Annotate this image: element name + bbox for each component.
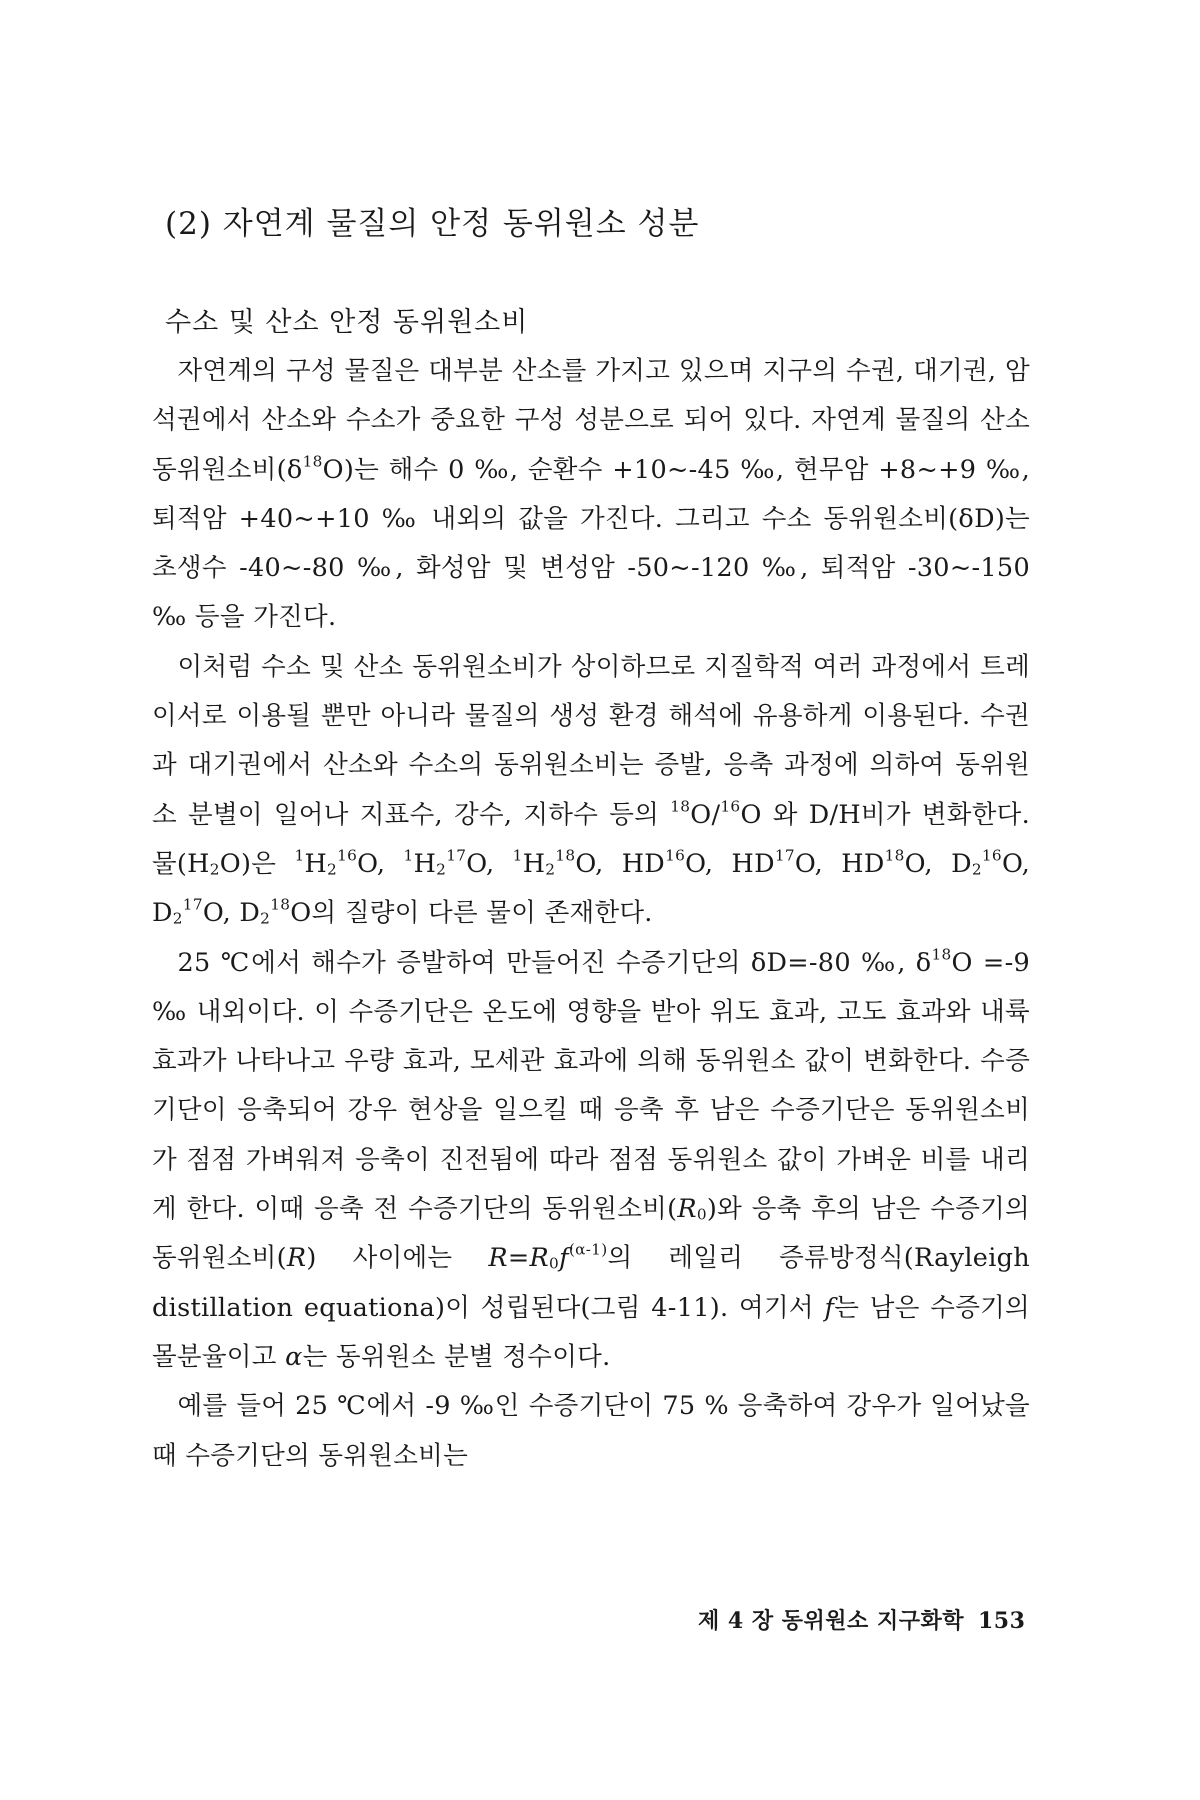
p2-sep: , xyxy=(924,848,952,879)
p3-text-a: 25 ℃에서 해수가 증발하여 만들어진 수증기단의 δD=-80 ‰, δ xyxy=(177,947,932,978)
p2-sup: 18 xyxy=(670,797,691,816)
p3-var: R xyxy=(529,1243,550,1274)
p2-text-d: O)은 xyxy=(219,848,295,879)
p2-sym: D xyxy=(951,848,972,879)
p1-sup: 18 xyxy=(302,452,323,471)
p2-sub: 2 xyxy=(545,860,556,879)
p3-sub: 0 xyxy=(549,1254,560,1273)
subheading: 수소 및 산소 안정 동위원소비 xyxy=(165,307,529,338)
p2-sep: , xyxy=(485,848,513,879)
p2-sup: 17 xyxy=(446,846,467,865)
page-number: 153 xyxy=(977,1608,1026,1634)
p3-var: R xyxy=(677,1194,697,1225)
paragraph-1 xyxy=(152,347,1030,643)
p3-var: R xyxy=(286,1243,307,1274)
p2-sym: O xyxy=(1001,848,1022,879)
p2-sup: 18 xyxy=(555,846,576,865)
p3-text-b: O =-9 ‰ 내외이다. 이 수증기단은 온도에 영향을 받아 위도 효과, 고도 효과와 내륙 효과가 나타나고 우량 효과, 모세관 효과에 의해 동위원소 값이 변화한다. 수증기단이 응축되어 강우 현상을 일으킬 때 응축 후 남은 수증기단은 동위원소비가 점점 가벼워져 응축이 진전됨에 따라 점점 동위원소 값이 가벼운 비를 내리게 한다. 이때 응축 전 수증기단의 동위원소비( xyxy=(152,947,1031,1225)
p2-text-a: 이처럼 수소 및 산소 동위원소비가 상이하므로 지질학적 여러 과정에서 트레이서로 이용될 뿐만 아니라 물질의 생성 환경 해석에 유용하게 이용된다. 수권과 대기권에서 산소와 수소의 동위원소비는 증발, 응축 과정에 의하여 동위원소 분별이 일어나 지표수, 강수, 지하수 등의 xyxy=(152,651,1030,830)
page-footer xyxy=(698,1604,1025,1635)
paragraph-4: 예를 들어 25 ℃에서 -9 ‰인 수증기단이 75 % 응축하여 강우가 일어났을 때 수증기단의 동위원소비는 xyxy=(152,1391,1030,1471)
p1-text-a: 자연계의 구성 물질은 대부분 산소를 가지고 있으며 지구의 수권, 대기권, 암석권에서 산소와 수소가 중요한 구성 성분으로 되어 있다. 자연계 물질의 산소 동위원소비(δ xyxy=(152,356,1030,485)
p2-text-b: O/ xyxy=(690,799,721,830)
p2-sym: D xyxy=(152,898,173,929)
p2-sym: O xyxy=(575,848,596,879)
p3-sup: 18 xyxy=(931,945,952,964)
p1-text-b: O)는 해수 0 ‰, 순환수 +10~-45 ‰, 현무암 +8~+9 ‰, 퇴적암 +40~+10 ‰ 내외의 값을 가진다. 그리고 수소 동위원소비(δD)는 초생수 -40~-80 ‰, 화성암 및 변성암 -50~-120 ‰, 퇴적암 -30~-150 ‰ 등을 가진다. xyxy=(152,454,1030,633)
paragraph-2 xyxy=(152,643,1030,939)
p2-sub: 2 xyxy=(172,909,183,928)
p2-sep: , xyxy=(222,898,240,929)
p3-var: f xyxy=(559,1243,569,1274)
p2-sym: O xyxy=(685,848,705,879)
p3-text-d: ) 사이에는 xyxy=(306,1243,489,1274)
p2-sup: 17 xyxy=(774,846,795,865)
p3-text-g: 는 동위원소 분별 정수이다. xyxy=(302,1341,611,1372)
p2-sym: H xyxy=(413,848,437,879)
p3-var: R xyxy=(488,1243,508,1274)
p2-sup: 1 xyxy=(294,846,305,865)
p2-sym: O xyxy=(794,848,815,879)
p2-sym: HD xyxy=(621,848,666,879)
p2-sep: , xyxy=(704,848,732,879)
p3-var: α xyxy=(285,1341,303,1372)
p2-text-c: O 와 D/H비가 변화한다. 물(H xyxy=(152,799,1030,879)
p2-sep: , xyxy=(595,848,622,879)
p3-eq: = xyxy=(507,1243,530,1274)
p2-text-e: O의 질량이 다른 물이 존재한다. xyxy=(290,898,653,929)
p2-sup: 18 xyxy=(270,895,291,914)
section-title: (2) 자연계 물질의 안정 동위원소 성분 xyxy=(165,206,700,242)
p2-sup: 16 xyxy=(337,846,358,865)
p2-sub: 2 xyxy=(327,860,338,879)
p2-sub: 2 xyxy=(209,860,220,879)
p2-sup: 18 xyxy=(884,846,905,865)
p2-sym: O xyxy=(357,848,377,879)
p2-sep: , xyxy=(814,848,842,879)
p3-text-c: )와 응축 후의 남은 수증기의 동위원소비( xyxy=(152,1194,1030,1274)
p3-text-e: 의 레일리 증류방정식(Rayleigh distillation equationa)이 성립된다(그림 4-11). 여기서 xyxy=(152,1243,1031,1323)
p2-sup: 1 xyxy=(403,846,414,865)
p2-sym: H xyxy=(522,848,546,879)
p2-sym: HD xyxy=(731,848,775,879)
p2-sup: 16 xyxy=(981,846,1002,865)
p2-sym: O xyxy=(202,898,223,929)
p2-sym: O xyxy=(904,848,925,879)
paragraph-3 xyxy=(152,939,1030,1383)
p2-sym: H xyxy=(304,848,328,879)
footer-chapter: 제 4 장 동위원소 지구화학 xyxy=(698,1608,964,1634)
p2-sub: 2 xyxy=(971,860,982,879)
p2-sym: O xyxy=(466,848,486,879)
p2-sub: 2 xyxy=(260,909,271,928)
p2-sup: 1 xyxy=(512,846,523,865)
p2-sym: D xyxy=(239,898,261,929)
body-text xyxy=(152,347,1030,1481)
p3-text-f: 는 남은 수증기의 몰분율이고 xyxy=(152,1292,1030,1372)
p2-sep: , xyxy=(1021,848,1031,879)
p2-sym: HD xyxy=(841,848,885,879)
p2-sup: 16 xyxy=(720,797,741,816)
p2-sub: 2 xyxy=(436,860,447,879)
p2-sep: , xyxy=(376,848,404,879)
p3-var: f xyxy=(824,1292,835,1323)
p2-sup: 16 xyxy=(665,846,686,865)
p3-sub: 0 xyxy=(696,1205,707,1224)
p3-sup: (α-1) xyxy=(568,1240,608,1259)
p2-sup: 17 xyxy=(182,895,203,914)
